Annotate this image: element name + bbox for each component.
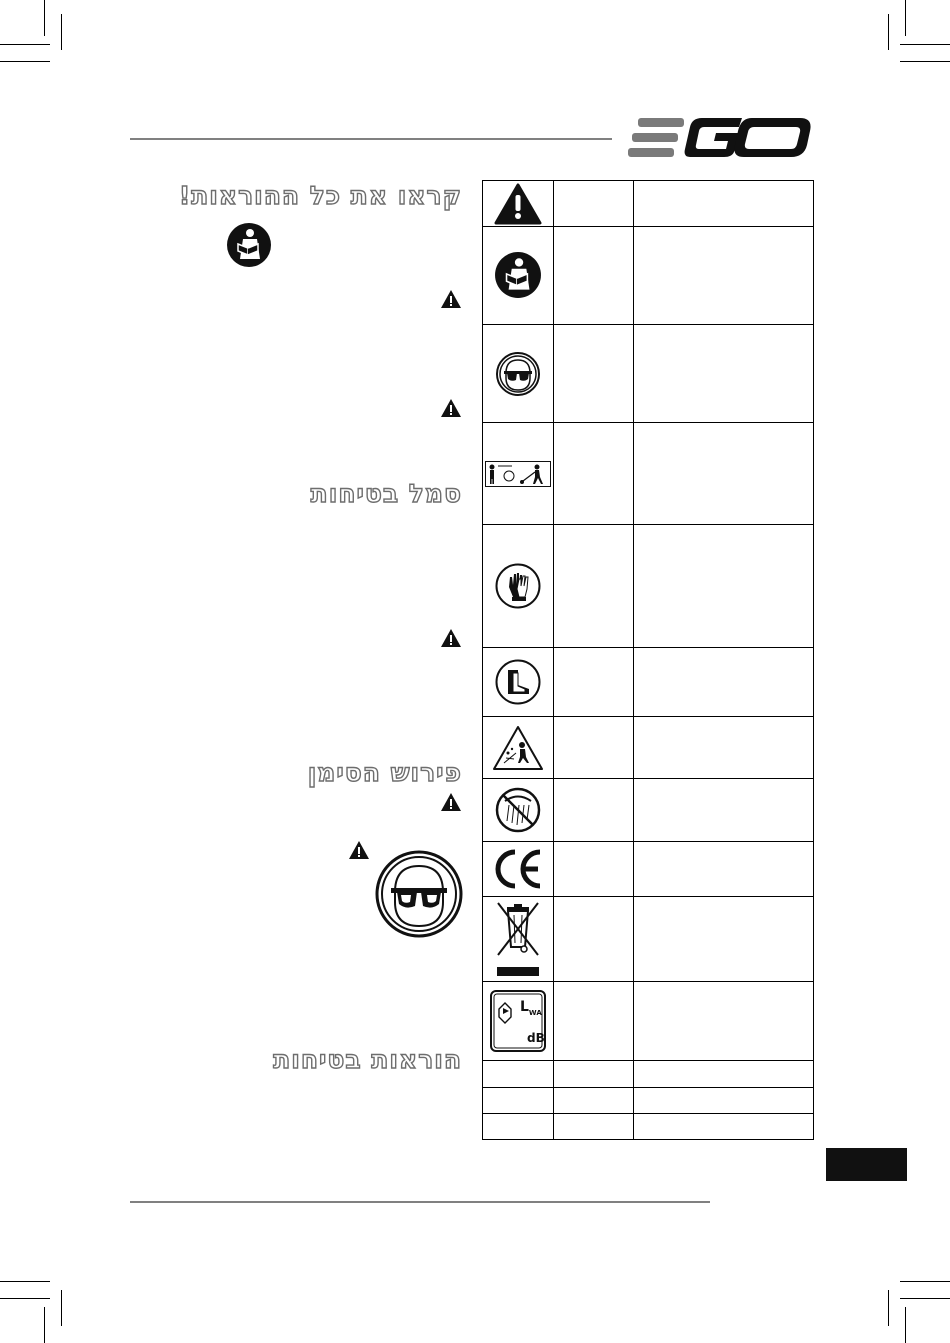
eye-protection-icon (375, 850, 463, 938)
symbol-cell (483, 423, 554, 524)
description-cell (634, 325, 813, 422)
header-rule (130, 138, 612, 140)
symbol-cell (483, 897, 554, 981)
crop-mark (900, 44, 950, 45)
description-cell (634, 779, 813, 841)
heading-read-all-instructions: קראו את כל ההוראות! (178, 181, 462, 210)
footer-rule (130, 1201, 710, 1203)
warning-triangle-icon (440, 398, 462, 418)
heading-safety-instructions: הוראות בטיחות (273, 1045, 462, 1074)
name-cell (554, 982, 634, 1060)
table-row (482, 717, 814, 779)
symbol-cell (483, 325, 554, 422)
crop-mark (905, 0, 906, 36)
db-unit: dB (527, 1031, 545, 1045)
ce-mark-icon (493, 849, 543, 889)
symbol-cell (483, 648, 554, 716)
table-row (482, 1088, 814, 1114)
no-rain-icon (495, 787, 541, 833)
warning-triangle-icon (440, 628, 462, 648)
crop-mark (888, 1290, 889, 1326)
crop-mark (905, 1307, 906, 1343)
symbol-cell (483, 525, 554, 647)
crop-mark (61, 14, 62, 50)
symbol-cell (483, 1061, 554, 1087)
description-cell (634, 982, 813, 1060)
name-cell (554, 779, 634, 841)
name-cell (554, 423, 634, 524)
description-cell (634, 1061, 813, 1087)
warning-triangle-icon (440, 792, 462, 812)
crop-mark (900, 1298, 950, 1299)
name-cell (554, 1114, 634, 1139)
bystander-distance-icon (485, 461, 551, 487)
table-row (482, 982, 814, 1061)
crop-mark (44, 0, 45, 36)
description-cell (634, 423, 813, 524)
description-cell (634, 525, 813, 647)
name-cell (554, 1061, 634, 1087)
gloves-icon (495, 563, 541, 609)
crop-mark (888, 14, 889, 50)
eye-protection-icon (496, 352, 540, 396)
warning-triangle-icon (494, 183, 542, 225)
crop-mark (44, 1307, 45, 1343)
crop-mark (0, 44, 50, 45)
crop-mark (900, 61, 950, 62)
crop-mark (0, 61, 50, 62)
heading-symbol-meaning: פירוש הסימן (307, 758, 462, 787)
thrown-objects-icon (492, 725, 544, 771)
table-row (482, 1061, 814, 1088)
name-cell (554, 648, 634, 716)
description-cell (634, 226, 813, 324)
description-cell (634, 648, 813, 716)
description-cell (634, 717, 813, 778)
symbol-cell (483, 1088, 554, 1113)
name-cell (554, 717, 634, 778)
table-row (482, 779, 814, 842)
symbol-cell (483, 842, 554, 896)
name-cell (554, 525, 634, 647)
weee-crossed-bin-icon (493, 901, 543, 977)
symbol-cell (483, 1114, 554, 1139)
symbol-cell (483, 982, 554, 1060)
symbol-cell (483, 226, 554, 324)
read-manual-icon (494, 251, 542, 299)
boots-icon (495, 659, 541, 705)
description-cell (634, 1088, 813, 1113)
table-row (482, 842, 814, 897)
warning-triangle-icon (440, 289, 462, 309)
crop-mark (0, 1281, 50, 1282)
page-number-tab (826, 1148, 907, 1181)
description-cell (634, 842, 813, 896)
name-cell (554, 1088, 634, 1113)
symbol-cell (483, 181, 554, 226)
table-row (482, 525, 814, 648)
heading-safety-symbol: סמל בטיחות (310, 479, 462, 508)
symbol-cell (483, 779, 554, 841)
ego-logo (628, 118, 812, 158)
description-cell (634, 897, 813, 981)
crop-mark (900, 1281, 950, 1282)
name-cell (554, 842, 634, 896)
table-row (482, 180, 814, 227)
description-cell (634, 1114, 813, 1139)
name-cell (554, 181, 634, 226)
read-manual-icon (226, 222, 272, 268)
crop-mark (61, 1290, 62, 1326)
table-row (482, 226, 814, 325)
warning-triangle-icon (348, 840, 370, 860)
name-cell (554, 325, 634, 422)
crop-mark (0, 1298, 50, 1299)
name-cell (554, 226, 634, 324)
table-row (482, 897, 814, 982)
symbol-cell (483, 717, 554, 778)
table-row (482, 325, 814, 423)
table-row (482, 423, 814, 525)
description-cell (634, 181, 813, 226)
sound-power-symbol: $L_{WA}$ (520, 999, 542, 1017)
table-row (482, 648, 814, 717)
name-cell (554, 897, 634, 981)
sound-power-label-icon (489, 989, 547, 1053)
table-row (482, 1114, 814, 1140)
